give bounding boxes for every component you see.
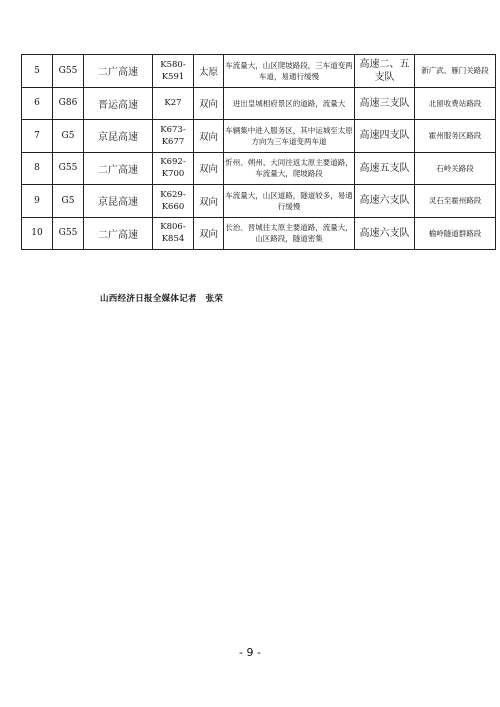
road-code-cell: G55 (53, 55, 84, 88)
direction-cell: 双向 (194, 217, 224, 250)
reporter-credit: 山西经济日报全媒体记者 张荣 (100, 294, 224, 304)
patrol-team-cell: 高速三支队 (355, 87, 415, 120)
road-section-cell: 新广武、雁门关路段 (415, 55, 496, 88)
road-code-cell: G5 (53, 120, 84, 153)
road-section-cell: 石岭关路段 (415, 152, 496, 185)
km-range-cell: K27 (153, 87, 194, 120)
km-range-cell: K692- K700 (153, 152, 194, 185)
page-number: - 9 - (239, 646, 261, 659)
row-number-cell: 10 (22, 217, 53, 250)
highway-name-cell: 京昆高速 (84, 120, 153, 153)
road-description-cell: 车流量大，山区爬坡路段，三车道变两车道，易通行缓慢 (224, 55, 355, 88)
direction-cell: 双向 (194, 185, 224, 218)
road-description-cell: 车流量大，山区道路，隧道较多，易通行缓慢 (224, 185, 355, 218)
patrol-team-cell: 高速二、五支队 (355, 55, 415, 88)
road-section-cell: 北留收费站路段 (415, 87, 496, 120)
table-row (22, 120, 496, 153)
table-row (22, 55, 496, 88)
road-description-cell: 车辆集中进入服务区，其中运城至太原方向为三车道变两车道 (224, 120, 355, 153)
table-row (22, 87, 496, 120)
road-description-cell: 忻州、朔州、大同往返太原主要道路，车流量大，爬坡路段 (224, 152, 355, 185)
highway-name-cell: 二广高速 (84, 217, 153, 250)
direction-cell: 双向 (194, 87, 224, 120)
patrol-team-cell: 高速六支队 (355, 185, 415, 218)
row-number-cell: 9 (22, 185, 53, 218)
patrol-team-cell: 高速五支队 (355, 152, 415, 185)
road-code-cell: G55 (53, 217, 84, 250)
direction-cell: 太原 (194, 55, 224, 88)
km-range-cell: K806- K854 (153, 217, 194, 250)
km-range-cell: K580- K591 (153, 55, 194, 88)
patrol-team-cell: 高速六支队 (355, 217, 415, 250)
highway-name-cell: 二广高速 (84, 55, 153, 88)
table-row (22, 217, 496, 250)
road-description-cell: 进出皇城相府景区的道路，流量大 (224, 87, 355, 120)
row-number-cell: 6 (22, 87, 53, 120)
highway-name-cell: 京昆高速 (84, 185, 153, 218)
direction-cell: 双向 (194, 120, 224, 153)
highway-name-cell: 晋运高速 (84, 87, 153, 120)
patrol-team-cell: 高速四支队 (355, 120, 415, 153)
road-code-cell: G86 (53, 87, 84, 120)
km-range-cell: K629- K660 (153, 185, 194, 218)
road-section-cell: 霍州服务区路段 (415, 120, 496, 153)
road-description-cell: 长治、晋城往太原主要道路，流量大，山区路段，隧道密集 (224, 217, 355, 250)
road-code-cell: G5 (53, 185, 84, 218)
row-number-cell: 5 (22, 55, 53, 88)
highway-name-cell: 二广高速 (84, 152, 153, 185)
road-section-cell: 灵石至霍州路段 (415, 185, 496, 218)
road-section-cell: 榆岭隧道群路段 (415, 217, 496, 250)
highway-congestion-table (21, 54, 496, 250)
row-number-cell: 7 (22, 120, 53, 153)
direction-cell: 双向 (194, 152, 224, 185)
km-range-cell: K673- K677 (153, 120, 194, 153)
table-row (22, 152, 496, 185)
table-row (22, 185, 496, 218)
row-number-cell: 8 (22, 152, 53, 185)
road-code-cell: G55 (53, 152, 84, 185)
